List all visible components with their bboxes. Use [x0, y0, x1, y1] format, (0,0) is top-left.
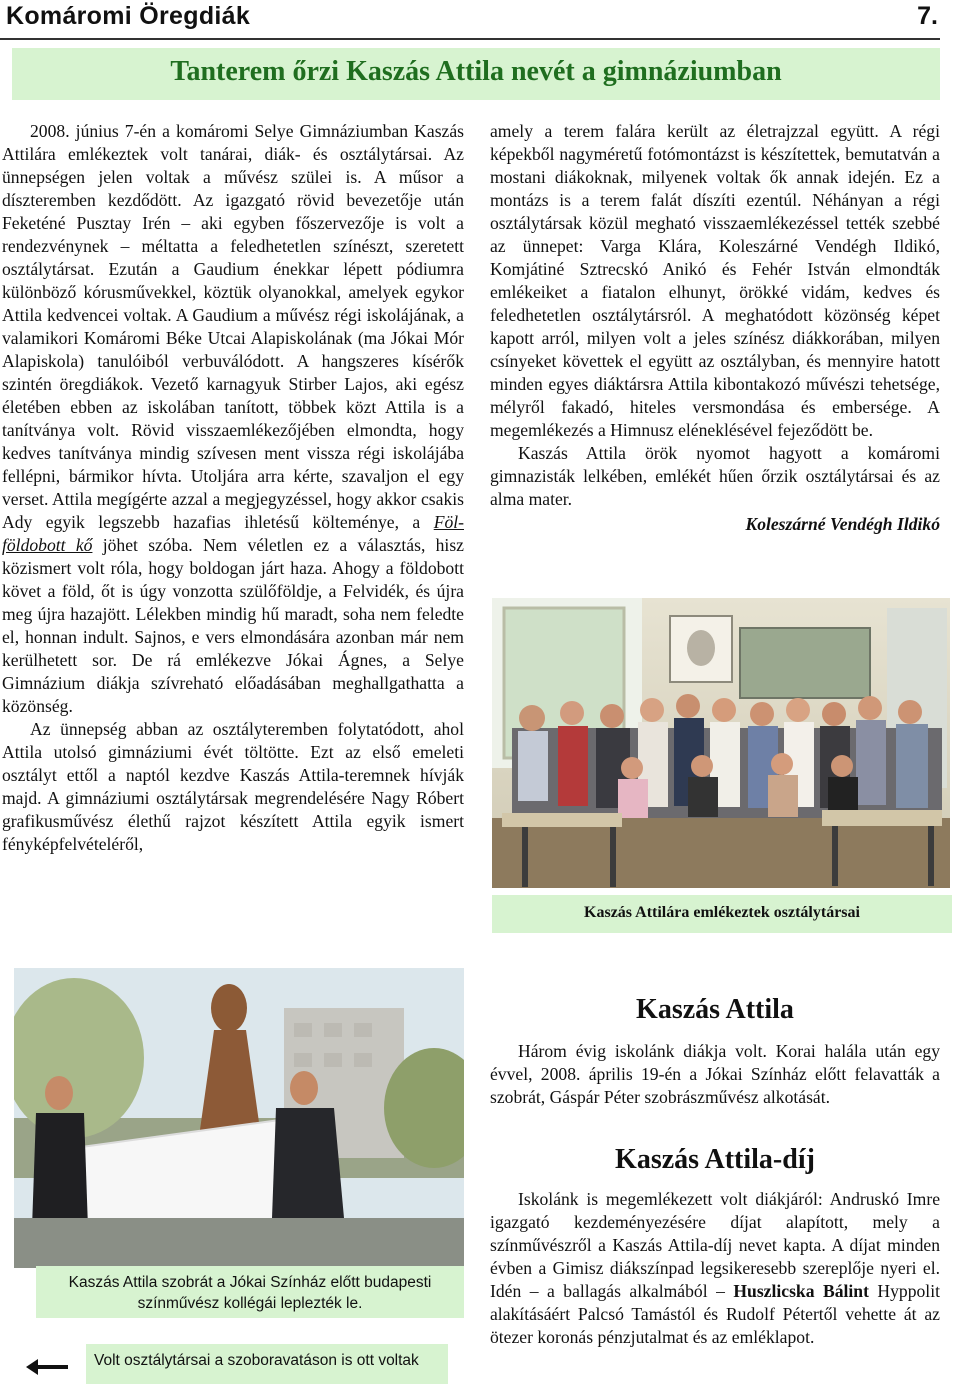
award-heading: Kaszás Attila-díj — [615, 1144, 815, 1175]
article-paragraph: Kaszás Attila örök nyomot hagyott a komáromi gimnazisták lelkében, emlékét hűen őrzik osztálytársai és az alma mater. — [490, 443, 940, 509]
article-paragraph: Az ünnepség abban az osztályteremben folytatódott, ahol Attila utolsó gimnáziumi évét töltötte. Ezt az első emeleti osztályt ettől a naptól kezdve Kaszás Attila-teremnek hívják majd. A gimnáziumi osztálytársak megrendelésére Nagy Róbert grafikusművész élethű rajzot készített Attila egyik ismert fényképfelvételéről, — [2, 719, 464, 854]
article-left-column — [2, 120, 464, 856]
statue-photo-image — [14, 968, 464, 1268]
bio-text-block — [490, 1040, 940, 1109]
statue-caption2-box — [86, 1344, 448, 1384]
article-title-banner — [12, 48, 940, 100]
award-text-part: Iskolánk is megemlékezett volt diákjáról: Andruskó Imre igazgató kezdeményezésére díjat alapított, mely a színművészről a Kaszás Attila-díj nevet kapta. A díjat minden évben a Gimisz diákszínpad legsikeresebb szereplője nyeri el. Idén – a ballagás alkalmából – — [490, 1189, 940, 1301]
statue-photo — [14, 968, 464, 1268]
award-text-part: Hyppolit alakításáért Palcsó Tamástól és Rudolf Pétertől vehette át az ötezer koronás pénzjutalmat és az emléklapot. — [490, 1281, 940, 1347]
award-text — [490, 1188, 940, 1349]
statue-caption-box — [36, 1266, 464, 1318]
paragraph-text: jöhet szóba. Nem véletlen ez a választás, hisz közismert volt róla, hogy boldogan járt haza. Ahogy a földobott követ a föld, őt is úgy vonzotta szülőföldje, a Felvidék, és újra meg újra hazajött. Lélekben mindig hű maradt, soha nem feledte el, honnan indult. Sajnos, e vers elmondására azonban már nem kerülhetett sor. De rá emlékezve Jókai Ágnes, a Selye Gimnázium diákja szívreható előadásában meghallgathatta a közönség. — [2, 535, 464, 716]
paragraph-text: 2008. június 7-én a komáromi Selye Gimnáziumban Kaszás Attilára emlékeztek volt tanárai, diák- és osztálytársai. Az ünnepségen jelen voltak a művész szülei is. A műsor a díszteremben kezdődött. Az igazgató rövid bevezetője után Feketéné Pusztay Irén – aki egyben főszervezője is volt a rendezvénynek – méltatta a feledhetetlen színészt, szeretett osztálytársat. Ezután a Gaudium énekkar lépett pódiumra különböző kórusművekkel, köztük olyanokkal, amelyek egykor Attila kedvencei voltak. A Gaudium a művész régi iskolájának, a valamikori Komáromi Béke Utcai Alapiskolának (ma Jókai Mór Alapiskola) tanulóiból verbuválódott. A hangszeres kísérők szintén öregdiákok. Vezető karnagyuk Stirber Lajos, aki egész életében ebben az iskolában tanított, többek közt Attila is a tanítványa volt. Rövid visszaemlékezőjében elmondta, hogy kedves tanítványa mindig szívesen ment vissza régi iskolájába fellépni, bármikor hívta. Utoljára arra kérte, szavaljon el egy verset. Attila megígérte azzal a megjegyzéssel, hogy akkor csakis Ady egyik legszebb hazafias ihletésű költeménye, a — [2, 121, 464, 532]
award-winner: Huszlicska Bálint — [733, 1281, 869, 1301]
statue-caption2: Volt osztálytársai a szoboravatáson is ott voltak — [94, 1352, 419, 1369]
header-rule — [0, 38, 940, 40]
left-arrow-icon — [26, 1358, 70, 1376]
bio-text: Három évig iskolánk diákja volt. Korai halála után egy évvel, 2008. április 19-én a Jókai Színház előtt felavatták a szobrát, Gáspár Péter szobrászművész alkotását. — [490, 1041, 940, 1107]
group-photo-image — [492, 598, 950, 888]
article-author: Koleszárné Vendégh Ildikó — [745, 514, 940, 534]
statue-caption: Kaszás Attila szobrát a Jókai Színház előtt budapesti színművész kollégái leplezték le. — [68, 1274, 432, 1312]
award-text-block — [490, 1188, 940, 1349]
article-right-column — [490, 120, 940, 536]
newspaper-title: Komáromi Öregdiák — [6, 2, 251, 30]
bio-heading: Kaszás Attila — [636, 994, 794, 1025]
article-paragraph — [2, 120, 464, 718]
article-title: Tanterem őrzi Kaszás Attila nevét a gimnáziumban — [170, 56, 782, 87]
page-number: 7. — [917, 2, 938, 30]
group-photo-caption-box — [492, 895, 952, 933]
article-paragraph: amely a terem falára került az életrajzzal együtt. A régi képekből nagyméretű fotómontázst is készítettek, bemutatván a mostani diákoknak, milyenek voltak ők annak idején. Ez a montázs is a terem falát díszíti ezentúl. Néhányan a régi osztálytársak közül megható visszaemlékezéssel tették szebbé az ünnepet: Varga Klára, Koleszárné Vendégh Ildikó, Komjátiné Sztrecskó Anikó és Fehér István elmondták emlékeiket a fiatalon elhunyt, örökké vidám, kedves és feledhetetlen osztálytársról. A meghatódott közönség képet kapott arról, milyen volt a jeles színész diákkorában, milyen csínyeket követtek el együtt az osztályban, és mennyire hatott minden egyes diáktársra Attila kibontakozó művészi tehetsége, mélyről fakadó, hiteles versmondása és embersége. A megemlékezés a Himnusz eléneklésével fejeződött be. — [490, 121, 940, 440]
group-photo-caption: Kaszás Attilára emlékeztek osztálytársai — [584, 904, 860, 921]
poem-title: Föl-földobott kő — [2, 512, 464, 555]
group-photo — [492, 598, 950, 888]
page-header — [0, 0, 960, 42]
